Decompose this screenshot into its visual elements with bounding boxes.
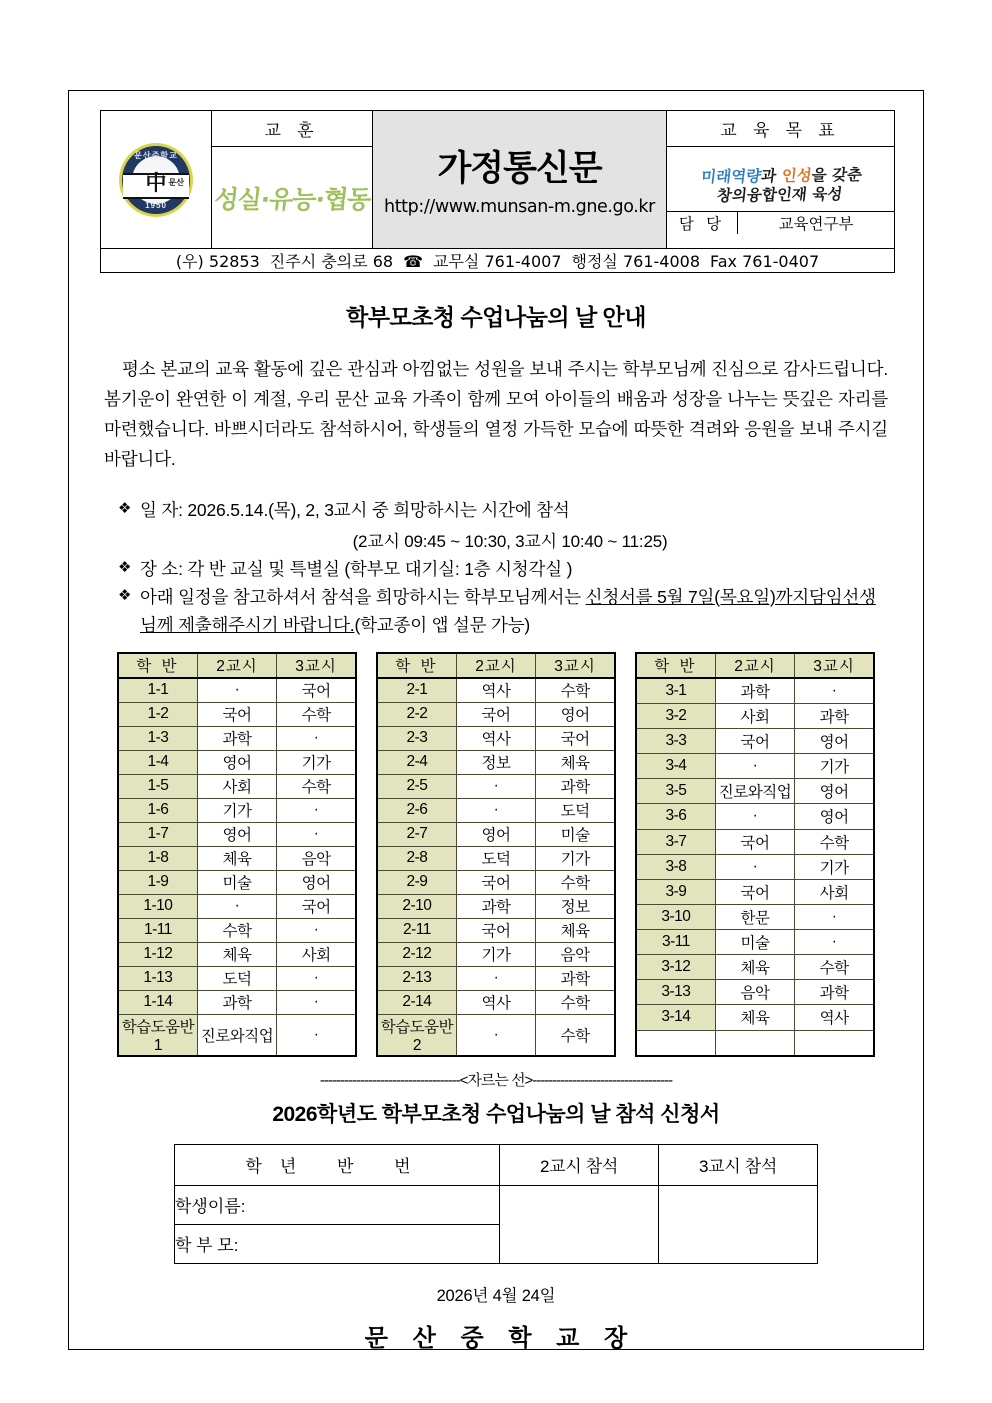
header-class: 학 반 [636,653,715,678]
cell-period2-subject: 영어 [197,750,276,774]
cell-period2-subject: 미술 [715,930,794,955]
cell-period3-subject: 영어 [795,804,874,829]
schedule-tables-container [100,652,892,1057]
cell-period2-subject: · [456,774,535,798]
cell-period2-subject: · [715,804,794,829]
cell-period2-subject: 과학 [197,990,276,1014]
cell-class-name: 1-3 [118,726,197,750]
table-row [118,798,356,822]
cell-class-name: 3-8 [636,854,715,879]
cell-period2-subject: 음악 [715,980,794,1005]
cell-period2-subject: 국어 [715,879,794,904]
schedule-body-grade1 [118,678,356,1056]
cell-period3-subject: · [277,726,356,750]
bullet-marker-icon: ❖ [118,500,132,518]
cell-class-name: 1-13 [118,966,197,990]
table-row [118,966,356,990]
application-submit-underlined: 담임선생님께 제출해주시기 바랍니다. [140,587,876,636]
cell-class-name: 2-11 [377,918,456,942]
cell-period2-subject: 진로와직업 [715,779,794,804]
cell-period2-subject: 도덕 [456,846,535,870]
cell-period2-subject: · [456,798,535,822]
cell-period3-subject: 영어 [795,729,874,754]
cell-period2-subject: · [456,966,535,990]
table-row [377,990,615,1014]
emblem-top-text: 문산중학교 [134,150,178,160]
application-text-lead: 아래 일정을 참고하셔서 참석을 희망하시는 학부모님께서는 [140,587,586,608]
bullet-application-text [140,583,892,640]
cell-period3-subject: 과학 [536,774,615,798]
table-row [118,750,356,774]
cell-class-name: 1-14 [118,990,197,1014]
school-motto-text: 성실·유능·협동 [206,147,378,249]
application-text-tail: (학교종이 앱 설문 가능) [354,615,531,636]
charge-label: 담 당 [667,211,738,234]
cell-class-name: 3-11 [636,930,715,955]
cell-class-name: 3-7 [636,829,715,854]
cell-period2-subject: 체육 [197,846,276,870]
header-class: 학 반 [377,653,456,678]
cell-class-name: 1-7 [118,822,197,846]
cell-class-name: 2-1 [377,678,456,703]
cell-period2-subject: 도덕 [197,966,276,990]
cell-period3-subject: 도덕 [536,798,615,822]
cell-period2-subject: · [197,894,276,918]
cell-class-name: 3-10 [636,904,715,929]
cut-line-label: <자르는 선> [459,1071,533,1089]
application-deadline-underlined: 신청서를 5월 7일(목요일)까지 [585,587,810,608]
cell-period2-subject: 과학 [197,726,276,750]
table-row [118,942,356,966]
table-row [377,966,615,990]
cell-period2-subject: 체육 [715,955,794,980]
application-form-table [174,1144,818,1264]
cell-class-name: 2-7 [377,822,456,846]
issue-date: 2026년 4월 24일 [436,1286,556,1305]
cell-period3-subject: · [277,918,356,942]
cell-period2-subject: 과학 [456,894,535,918]
table-row [636,854,874,879]
cell-period2-subject: 사회 [715,703,794,728]
table-row [377,846,615,870]
table-row [377,918,615,942]
cell-period3-subject: 기가 [795,854,874,879]
cell-period3-subject: 수학 [536,990,615,1014]
table-row [118,702,356,726]
cell-period2-subject: · [456,1014,535,1056]
schedule-table-grade1 [117,652,357,1057]
cell-period3-subject: 국어 [277,894,356,918]
cell-period2-subject: 역사 [456,678,535,703]
education-goal-label: 교 육 목 표 [667,111,895,147]
cell-period3-subject: · [795,678,874,704]
cell-period3-subject: 수학 [795,955,874,980]
school-logo-cell [101,111,212,249]
table-row [377,1014,615,1056]
bullet-place-text: 장 소: 각 반 교실 및 특별실 (학부모 대기실: 1층 시청각실 ) [140,558,573,579]
application-form-title: 2026학년도 학부모초청 수업나눔의 날 참석 신청서 [272,1102,720,1126]
cell-period3-subject [795,1030,874,1056]
goal-text-part3: 인성 [780,166,813,185]
cell-period2-subject: 국어 [456,918,535,942]
form-field-period3-attend[interactable] [659,1185,818,1263]
document-body [100,110,892,1352]
header-period2: 2교시 [715,653,794,678]
cell-period2-subject: 역사 [456,990,535,1014]
cell-class-name: 2-6 [377,798,456,822]
form-field-period2-attend[interactable] [500,1185,659,1263]
cell-period2-subject: 과학 [715,678,794,704]
cell-period3-subject: 수학 [536,1014,615,1056]
contact-address: 진주시 충의로 68 [269,252,394,271]
cell-period2-subject: 한문 [715,904,794,929]
table-row [377,870,615,894]
phone-icon: ☎ [403,252,424,271]
cell-period3-subject: 수학 [277,774,356,798]
cell-period3-subject: 미술 [536,822,615,846]
emblem-center-char: 中 [145,170,167,195]
schedule-body-grade2 [377,678,615,1056]
motto-label: 교 훈 [212,111,373,147]
cell-period3-subject: 음악 [277,846,356,870]
header-class: 학 반 [118,653,197,678]
cell-period2-subject: 정보 [456,750,535,774]
table-row [118,846,356,870]
contact-zip: (우) 52853 [175,252,260,271]
table-row [118,894,356,918]
cell-period3-subject: 정보 [536,894,615,918]
cell-period3-subject: 수학 [795,829,874,854]
cell-period3-subject: 역사 [795,1005,874,1030]
document-kind-title: 가정통신문 [437,148,602,188]
table-row [636,729,874,754]
bullet-item-place [118,555,892,583]
cell-period3-subject: 과학 [795,703,874,728]
cell-period3-subject: · [795,904,874,929]
cut-line-dashes-right: ----------------------------------- [532,1071,673,1089]
cell-class-name: 1-8 [118,846,197,870]
table-row [636,879,874,904]
cell-class-name: 2-9 [377,870,456,894]
form-label-parent-name[interactable]: 학 부 모: [175,1224,500,1263]
form-row-student [175,1185,818,1224]
cell-class-name: 2-14 [377,990,456,1014]
cell-period3-subject: 영어 [536,702,615,726]
notice-bullet-list [100,496,892,639]
cell-class-name: 3-14 [636,1005,715,1030]
table-row [377,750,615,774]
cell-class-name: 학습도움반1 [118,1014,197,1056]
cell-period3-subject: 체육 [536,918,615,942]
cell-period2-subject: 국어 [197,702,276,726]
education-goal-cell [667,147,895,249]
intro-paragraph: 평소 본교의 교육 활동에 깊은 관심과 아낌없는 성원을 보내 주시는 학부모님께 진심으로 감사드립니다. 봄기운이 완연한 이 계절, 우리 문산 교육 가족이 함께 모여 아이들의 배움과 성장을 나누는 뜻깊은 자리를 마련했습니다. 바쁘시더라도 참석하시어, 학생들의 열정 가득한 모습에 따뜻한 격려와 응원을 보내 주시길 바랍니다. [104,359,888,470]
form-header-row [175,1144,818,1185]
table-row [377,894,615,918]
bullet-marker-icon: ❖ [118,587,132,605]
cell-period2-subject: · [715,854,794,879]
form-header-period2: 2교시 참석 [500,1144,659,1185]
contact-fax: Fax 761-0407 [710,252,820,271]
cell-class-name: 학습도움반2 [377,1014,456,1056]
cell-period3-subject: 사회 [795,879,874,904]
table-row [377,678,615,703]
cell-class-name: 3-9 [636,879,715,904]
page-title: 학부모초청 수업나눔의 날 안내 [345,304,646,330]
cut-line [100,1069,892,1090]
cell-class-name: 2-3 [377,726,456,750]
cell-period2-subject: 체육 [197,942,276,966]
bullet-date-text: 일 자: 2026.5.14.(목), 2, 3교시 중 희망하시는 시간에 참석 [140,500,570,521]
cell-period3-subject: · [277,990,356,1014]
cell-class-name: 1-1 [118,678,197,703]
table-row [118,1014,356,1056]
cell-period2-subject: 기가 [197,798,276,822]
application-form-wrapper [100,1144,892,1264]
cell-class-name: 3-3 [636,729,715,754]
cell-period2-subject: 역사 [456,726,535,750]
table-row [377,798,615,822]
cell-period3-subject: 영어 [277,870,356,894]
cell-class-name: 2-13 [377,966,456,990]
bullet-item-date [118,496,892,524]
table-row [636,804,874,829]
form-header-grade-class-number: 학년 반 번 [175,1144,500,1185]
table-row [636,829,874,854]
cell-period3-subject: 수학 [277,702,356,726]
cell-period2-subject: 체육 [715,1005,794,1030]
schedule-table-grade3 [635,652,875,1057]
cell-class-name: 2-12 [377,942,456,966]
cell-period2-subject: 영어 [456,822,535,846]
school-website-url: http://www.munsan-m.gne.go.kr [384,196,655,217]
cell-period2-subject: 국어 [715,829,794,854]
table-row [377,726,615,750]
cell-period2-subject: 국어 [715,729,794,754]
table-row [118,990,356,1014]
cut-line-dashes-left: ----------------------------------- [319,1071,460,1089]
table-row [636,904,874,929]
form-header-period3: 3교시 참석 [659,1144,818,1185]
table-row [118,918,356,942]
table-header-row [377,653,615,678]
cell-class-name [636,1030,715,1056]
form-label-student-name[interactable]: 학생이름: [175,1185,500,1224]
cell-period3-subject: · [277,966,356,990]
cell-class-name: 1-11 [118,918,197,942]
goal-text-line2: 창의융합인재 육성 [715,184,844,205]
cell-class-name: 1-2 [118,702,197,726]
charge-department: 교육연구부 [778,215,854,233]
cell-class-name: 1-4 [118,750,197,774]
school-emblem-icon [119,143,193,217]
table-row [636,678,874,704]
cell-period3-subject: · [277,1014,356,1056]
schedule-body-grade3 [636,678,874,1056]
table-row [636,1030,874,1056]
cell-period2-subject: · [715,754,794,779]
cell-period2-subject: 국어 [456,870,535,894]
table-row [377,942,615,966]
cell-class-name: 2-5 [377,774,456,798]
table-row [636,703,874,728]
table-row [636,1005,874,1030]
table-header-row [636,653,874,678]
table-row [377,774,615,798]
table-header-row [118,653,356,678]
schedule-table-grade2 [376,652,616,1057]
cell-period3-subject: 수학 [536,678,615,703]
table-row [118,726,356,750]
cell-period3-subject: 기가 [795,754,874,779]
cell-period3-subject: 사회 [277,942,356,966]
letterhead-table [100,110,895,273]
cell-period3-subject: · [277,822,356,846]
cell-period3-subject: 국어 [536,726,615,750]
cell-period3-subject: 수학 [536,870,615,894]
header-period2: 2교시 [197,653,276,678]
table-row [636,754,874,779]
contact-admin-phone: 행정실 761-4008 [571,252,701,271]
cell-class-name: 2-4 [377,750,456,774]
cell-period2-subject: 미술 [197,870,276,894]
table-row [636,779,874,804]
cell-class-name: 3-12 [636,955,715,980]
cell-period2-subject [715,1030,794,1056]
cell-period2-subject: 수학 [197,918,276,942]
table-row [118,774,356,798]
cell-period3-subject: 기가 [536,846,615,870]
cell-period2-subject: 기가 [456,942,535,966]
cell-period2-subject: · [197,678,276,703]
cell-class-name: 3-4 [636,754,715,779]
bullet-marker-icon: ❖ [118,558,132,576]
table-row [636,930,874,955]
table-row [118,678,356,703]
goal-text-part2: 과 [760,166,783,186]
table-row [377,702,615,726]
cell-period2-subject: 국어 [456,702,535,726]
cell-period3-subject: 영어 [795,779,874,804]
table-row [636,955,874,980]
table-row [118,870,356,894]
cell-period2-subject: 진로와직업 [197,1014,276,1056]
cell-period3-subject: 과학 [795,980,874,1005]
table-row [118,822,356,846]
table-row [636,980,874,1005]
cell-period3-subject: 체육 [536,750,615,774]
cell-class-name: 3-1 [636,678,715,704]
cell-class-name: 1-12 [118,942,197,966]
cell-class-name: 3-5 [636,779,715,804]
cell-period3-subject: 기가 [277,750,356,774]
cell-period3-subject: 국어 [277,678,356,703]
header-period3: 3교시 [536,653,615,678]
cell-class-name: 1-9 [118,870,197,894]
cell-class-name: 2-2 [377,702,456,726]
cell-class-name: 1-10 [118,894,197,918]
contact-info-row [101,249,895,273]
contact-office-phone: 교무실 761-4007 [433,252,562,271]
goal-text-part4: 을 갖춘 [810,165,864,185]
cell-class-name: 1-5 [118,774,197,798]
document-kind-cell [373,111,667,249]
cell-class-name: 3-13 [636,980,715,1005]
cell-class-name: 3-2 [636,703,715,728]
header-period3: 3교시 [795,653,874,678]
goal-text-part1: 미래역량 [700,167,763,186]
cell-period3-subject: 음악 [536,942,615,966]
header-period2: 2교시 [456,653,535,678]
principal-signature: 문 산 중 학 교 장 [364,1324,637,1352]
cell-class-name: 2-10 [377,894,456,918]
education-goal-artwork [664,160,897,212]
cell-class-name: 1-6 [118,798,197,822]
cell-class-name: 3-6 [636,804,715,829]
table-row [377,822,615,846]
header-period3: 3교시 [277,653,356,678]
bullet-item-application [118,583,892,640]
emblem-side-text: 문산 [168,177,184,187]
cell-period2-subject: 사회 [197,774,276,798]
bullet-period-times: (2교시 09:45 ~ 10:30, 3교시 10:40 ~ 11:25) [352,531,668,551]
cell-class-name: 2-8 [377,846,456,870]
cell-period3-subject: 과학 [536,966,615,990]
cell-period3-subject: · [795,930,874,955]
emblem-bottom-text: 1950 [145,200,167,210]
cell-period2-subject: 영어 [197,822,276,846]
cell-period3-subject: · [277,798,356,822]
